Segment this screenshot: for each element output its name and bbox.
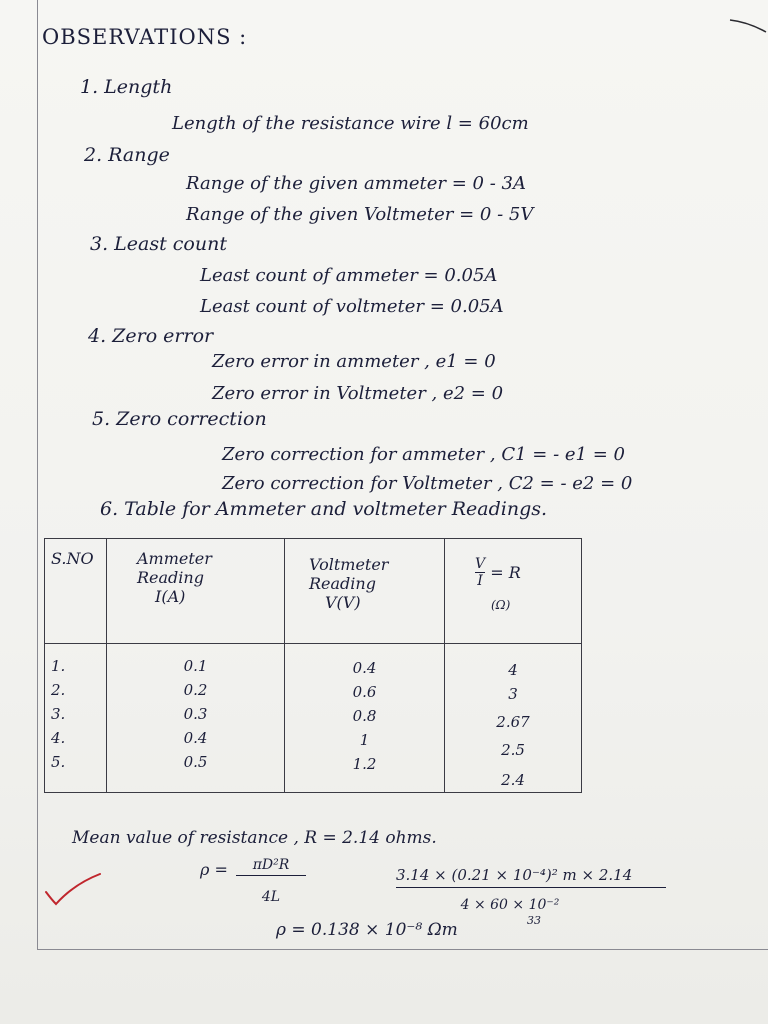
zero-correction-heading: 5. Zero correction	[92, 408, 267, 430]
table-cell-voltmeter: 1.2	[352, 755, 377, 773]
check-mark-icon	[44, 870, 104, 910]
table-cell-ammeter: 0.4	[183, 729, 208, 747]
rho-label: ρ =	[200, 860, 228, 879]
table-cell-ammeter: 0.5	[183, 753, 208, 771]
zero-correction-ammeter-line: Zero correction for ammeter , C1 = - e1 = 0	[222, 444, 625, 465]
page-corner-curve	[728, 14, 768, 44]
page-title: OBSERVATIONS :	[42, 25, 248, 49]
header-ratio-unit: (Ω)	[491, 598, 511, 612]
table-cell-sno: 4.	[51, 729, 66, 747]
range-ammeter-line: Range of the given ammeter = 0 - 3A	[186, 173, 526, 194]
table-header-row	[45, 539, 582, 644]
table-heading: 6. Table for Ammeter and voltmeter Readings.	[100, 498, 548, 520]
header-voltmeter-line1: Voltmeter	[309, 555, 389, 574]
substitution-numerator: 3.14 × (0.21 × 10⁻⁴)² m × 2.14	[396, 868, 666, 888]
mean-resistance-line: Mean value of resistance , R = 2.14 ohms.	[72, 828, 437, 848]
table-cell-sno: 2.	[51, 681, 66, 699]
table-cell-voltmeter: 1	[359, 731, 370, 749]
rho-formula-numerator: πD²R	[236, 858, 306, 876]
table-cell-ammeter: 0.1	[183, 657, 208, 675]
table-cell-ammeter: 0.2	[183, 681, 208, 699]
least-count-heading: 3. Least count	[90, 233, 227, 255]
table-cell-sno: 1.	[51, 657, 66, 675]
table-body-row	[45, 644, 582, 793]
voltmeter-column	[285, 644, 445, 793]
table-cell-resistance: 3	[508, 685, 518, 703]
table-cell-resistance: 4	[508, 661, 518, 679]
table-cell-sno: 5.	[51, 753, 66, 771]
bottom-rule	[37, 949, 768, 950]
header-ammeter-line2: Reading	[137, 568, 204, 587]
table-cell-resistance: 2.67	[496, 713, 530, 731]
length-line: Length of the resistance wire l = 60cm	[172, 113, 529, 134]
substitution-overwrite: 33	[527, 914, 541, 927]
header-ammeter	[107, 539, 285, 644]
header-ratio-equals: = R	[490, 563, 521, 582]
table-cell-voltmeter: 0.6	[352, 683, 377, 701]
zero-error-heading: 4. Zero error	[88, 325, 214, 347]
range-heading: 2. Range	[84, 144, 170, 166]
zero-error-voltmeter-line: Zero error in Voltmeter , e2 = 0	[212, 383, 504, 404]
table-cell-voltmeter: 0.8	[352, 707, 377, 725]
rho-formula-denominator: 4L	[261, 889, 281, 905]
sno-column	[45, 644, 107, 793]
zero-error-ammeter-line: Zero error in ammeter , e1 = 0	[212, 351, 496, 372]
range-voltmeter-line: Range of the given Voltmeter = 0 - 5V	[186, 204, 534, 225]
header-ratio	[445, 539, 582, 644]
table-cell-resistance: 2.5	[501, 741, 525, 759]
margin-rule	[37, 0, 38, 950]
zero-correction-voltmeter-line: Zero correction for Voltmeter , C2 = - e2 = 0	[222, 473, 633, 494]
header-sno-label: S.NO	[51, 549, 94, 568]
resistivity-result: ρ = 0.138 × 10⁻⁸ Ωm	[276, 920, 458, 940]
resistance-column	[445, 644, 582, 793]
header-voltmeter-line2: Reading	[309, 574, 376, 593]
header-voltmeter	[285, 539, 445, 644]
header-ammeter-line1: Ammeter	[137, 549, 212, 568]
least-count-voltmeter-line: Least count of voltmeter = 0.05A	[200, 296, 504, 317]
readings-table	[44, 538, 582, 793]
header-sno	[45, 539, 107, 644]
table-cell-voltmeter: 0.4	[352, 659, 377, 677]
substitution-denominator: 4 × 60 × 10⁻²	[460, 897, 560, 913]
table-cell-sno: 3.	[51, 705, 66, 723]
length-heading: 1. Length	[80, 76, 173, 98]
least-count-ammeter-line: Least count of ammeter = 0.05A	[200, 265, 498, 286]
header-ratio-denominator: I	[477, 573, 483, 589]
table-cell-resistance: 2.4	[501, 771, 525, 789]
header-ratio-fraction	[475, 557, 485, 588]
header-ratio-numerator: V	[475, 556, 486, 572]
ammeter-column	[107, 644, 285, 793]
table-cell-ammeter: 0.3	[183, 705, 208, 723]
header-voltmeter-line3: V(V)	[325, 593, 361, 612]
header-ammeter-line3: I(A)	[155, 587, 186, 606]
